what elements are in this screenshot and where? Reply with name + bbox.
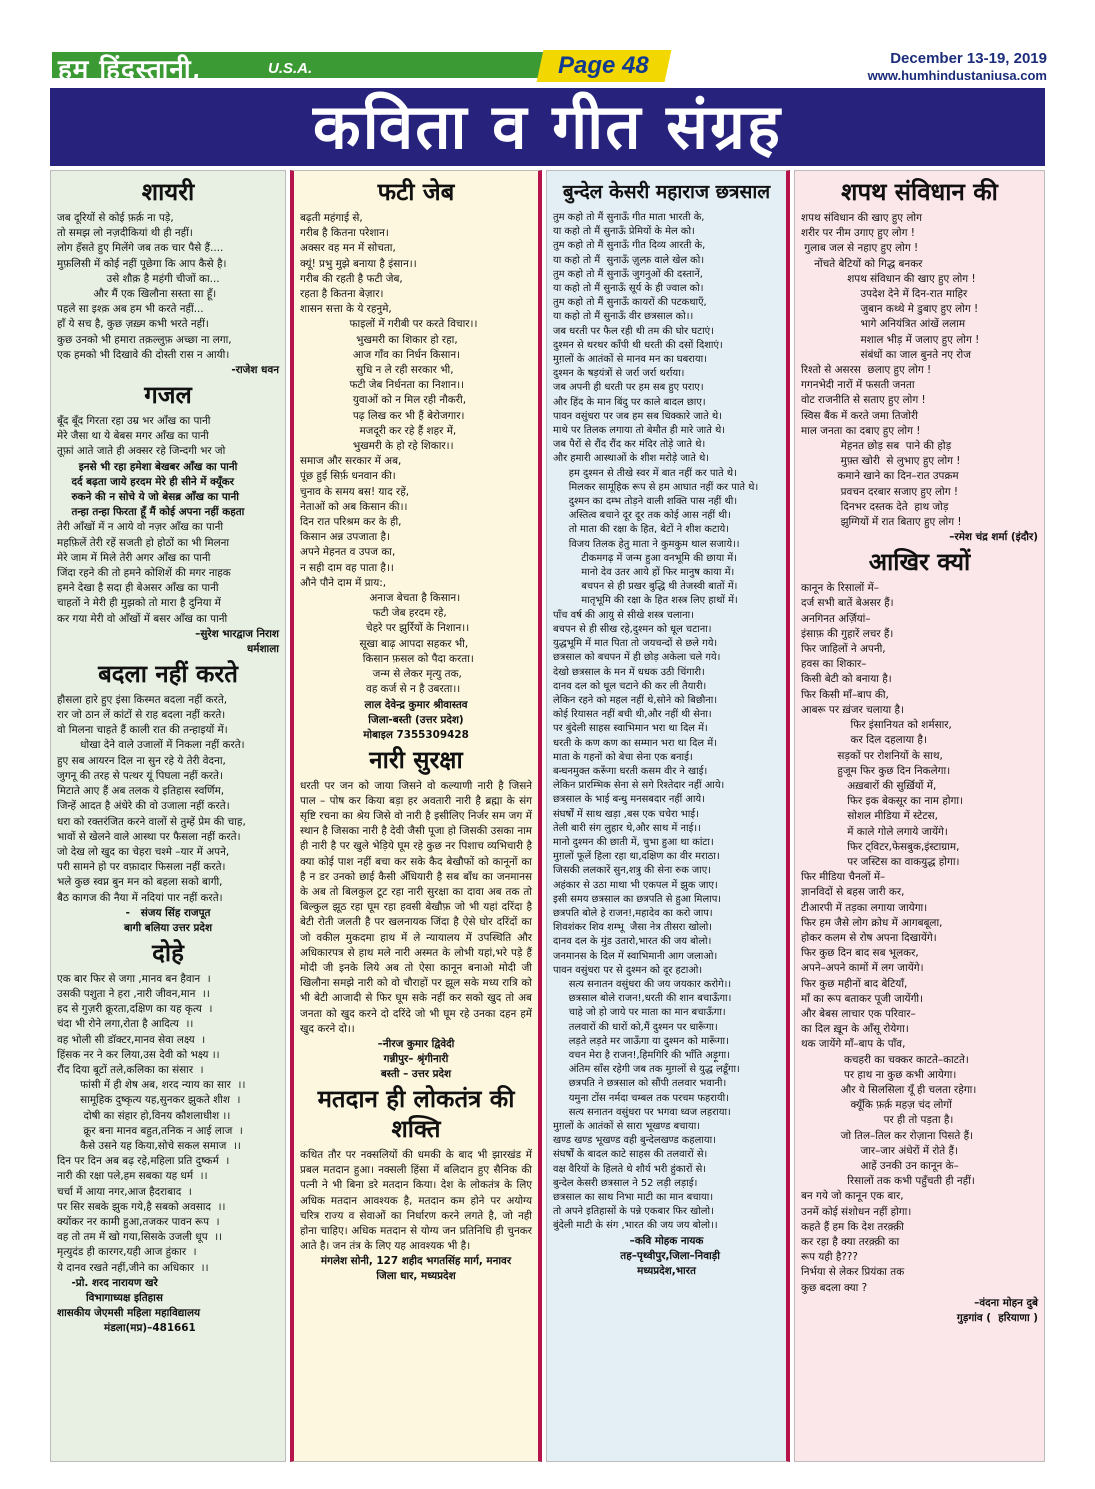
badla-text: हौसला हारे हुए इंसा किस्मत बदला नहीं करते, रार जो ठान लें कांटों से राह बदला नहीं करते। वो मिलना चाहते हैं काली रात की तन्हाइयों में। धोखा देने वाले उजालों में निकला नहीं करते। हुए सब आयरन दिल ना सुन रहे ये तेरी वेदना, जुगनू की तरह से पत्थर यूं पिघला नहीं करते। मिटाते आए हैं अब तलक ये इतिहास स्वर्णिम, जिन्हें आदत है अंधेरे की वो उजाला नहीं करते। धरा को रक्तरंजित करने वालों से तुम्हें प्रेम की चाह, भावों से खेलने वाले आस्था पर फैसला नहीं करते। जो देख लो खुद का चेहरा चश्मे –यार में अपने, परी सामने हो पर वफ़ादार फिसला नहीं करते। भले कुछ स्वप्न बुन मन को बहला सको बागी, बैठ कागज की नैया में नदियां पार नहीं करते। <box>57 693 246 904</box>
akhir-kyon-heading: आखिर क्यों <box>868 548 971 577</box>
column-3 <box>546 170 790 1462</box>
logo-suffix: U.S.A. <box>268 60 313 77</box>
nari-suraksha-text: धरती पर जन को जाया जिसने वो कल्याणी नारी है जिसने पाल – पोष कर किया बड़ा हर अवतारी नारी है ब्रह्मा के संग सृष्टि रचना का श्रेय जिसे वो नारी है इसीलिए निर्जर सम जग में स्थान है जिसका नारी है देवी जैसी पूजा हो जिसकी उसका नाम ही नारी है पर खुले भेड़िये घूम रहे कुछ नर पिशाच व्यभिचारी है क्या कोई पाश नहीं बचा कर सके कैद बेखौफों को कानूनों का है न डर उनको छाई कैसी अँधियारी है सब बाँध का जनमानस के अब तो बिलकुल टूट रहा नारी सुरक्षा का दावा अब तक तो बिल्कुल झूठ रहा घूम रहा हवसी बेखौफ़ जो भी यहां दरिंदा है बेटी रोती जलती है पर खलनायक जिंदा है ऐसे घोर दरिंदों का जो वकील मुकदमा हाथ में ले न्यायालय में उपस्थिति और अधिकारपत्र से हाथ मले नारी अस्मत के लोभी यहां,भरे पड़े हैं मोदी जी इनके लिये अब तो ऐसा कानून बनाओ मोदी जी खिलौना समझे नारी को वो चौराहों पर झूल सके मध्य रात्रि को भी बेटी आजादी से फिर घूम सके नहीं कर सको खुद तो अब जनता को खुद करने दो दरिंदे जो भी घूम रहे उनका दहन हमें खुद करने दो।। <box>300 779 532 1035</box>
chhatrasal-text: तुम कहो तो मैं सुनाऊँ गीत माता भारती के, या कहो तो मैं सुनाऊँ प्रेमियों के मेल को। तुम कहो तो मैं सुनाऊँ गीत दिव्य आरती के, या कहो तो मैं सुनाऊँ ज़ुल्फ़ वाले खेल को। तुम कहो तो मैं सुनाऊँ जुगनुओं की दस्तानें, या कहो तो मैं सुनाऊँ सूर्य के ही ज्वाल को। तुम कहो तो मैं सुनाऊँ कायरों की पटकथाएँ, या कहो तो मैं सुनाऊँ वीर छत्रसाल को।। जब धरती पर फैल रही थी तम की घोर घटाएं। दुश्मन से थरथर काँपी थी धरती की दसों दिशाएं। मुग़लों के आतंकों से मानव मन का घबराया। दुश्मन के षड़यंत्रों से जर्रा जर्रा थर्राया। जब अपनी ही धरती पर हम सब हुए पराए। और हिंद के मान बिंदु पर काले बादल छाए। पावन वसुंधरा पर जब हम सब धिक्कारे जाते थे। माथे पर तिलक लगाया तो बेमौत ही मारे जाते थे। जब पैरों से रौंद रौंद कर मंदिर तोड़े जाते थे। और हमारी आस्थाओं के शीश मरोड़े जाते थे। हम दुश्मन से तीखे स्वर में बात नहीं कर पाते थे। मिलकर सामूहिक रूप से हम आघात नहीं कर पाते थे। दुश्मन का दम्भ तोड़ने वाली शक्ति पास नहीं थी। अस्तित्व बचाने दूर दूर तक कोई आस नहीं थी। तो माता की रक्षा के हित, बेटों ने शीश कटाये। विजय तिलक हेतु माता ने कुमकुम थाल सजाये।। टीकमगढ़ में जन्म हुआ वनभूमि की छाया में। मानो देव उतर आये हों फिर मानुष काया में। बचपन से ही प्रखर बुद्धि थी तेजस्वी बातों में। मातृभूमि की रक्षा के हित शस्त्र लिए हाथों में। पाँच वर्ष की आयु से सीखे शस्त्र चलाना। बचपन से ही सीख रहे,दुश्मन को धूल चटाना। युद्धभूमि में मात पिता तो जयचन्दों से छले गये। छत्रसाल को बचपन में ही छोड़ अकेला चले गये। देखो छत्रसाल के मन में धधक उठी चिंगारी। दानव दल को धूल चटाने की कर ली तैयारी। लेकिन रहने को महल नहीं थे,सोने को बिछौना। कोई रियासत नहीं बची थी,और नहीं थी सेना। पर बुंदेली साहस स्वाभिमान भरा था दिल में। धरती के कण कण का सम्मान भरा था दिल में। माता के गहनों को बेचा सेना एक बनाई। बन्धनमुक्त करूँगा धरती कसम वीर ने खाई। लेकिन प्रारम्भिक सेना से सगे रिश्तेदार नहीं आये। छत्रसाल के भाई बन्धु मनसबदार नहीं आये। संघर्षों में साथ खड़ा ,बस एक चचेरा भाई। तेली बारी संग लुहार थे,और साथ में नाई।। मानो दुश्मन की छाती में, चुभा हुआ था कांटा। मुग़लों फूलें हिला रहा था,दक्षिण का वीर मराठा। जिसकी ललकारें सुन,शत्रु की सेना रुक जाए। अहंकार से उठा माथा भी एकपल में झुक जाए। इसी समय छत्रसाल का छत्रपति से हुआ मिलाप। छत्रपति बोले हे राजन!,महादेव का करो जाप। शिवशंकर शिव शम्भू जैसा नेत्र तीसरा खोलो। दानव दल के मुंड उतारो,भारत की जय बोलो। जनमानस के दिल में स्वाभिमानी आग जलाओ। पावन वसुंधरा पर से दुश्मन को दूर हटाओ। सत्य सनातन वसुंधरा की जय जयकार करोगे।। छत्रसाल बोले राजन!,धरती की शान बचाऊँगा। चाहे जो हो जाये पर माता का मान बचाऊँगा। तलवारों की धारों को,मैं दुश्मन पर धारूँगा। लड़ते लड़ते मर जाऊँगा या दुश्मन को मारूँगा। वचन मेरा है राजन!,हिमगिरि की भाँति अड़ूगा। अंतिम साँस रहेगी जब तक मुग़लों से युद्ध लडूँगा। छत्रपति ने छत्रसाल को सौंपी तलवार भवानी। यमुना टोंस नर्मदा चम्बल तक परचम फहरायी। सत्य सनातन वसुंधरा पर भगवा ध्वज लहराया। मुग़लों के आतंकों से सारा भूखण्ड बचाया। खण्ड खण्ड भूखण्ड वही बुन्देलखण्ड कहलाया। संघर्षों के बादल काटे साहस की तलवारों से। वक्ष वैरियों के हिलते थे शौर्य भरी हुंकारों से। बुन्देल केसरी छत्रसाल ने 52 लड़ी लड़ाई। छत्रसाल का साथ निभा माटी का मान बचाया। तो अपने इतिहासों के पन्ने एकबार फिर खोलो। बुंदेली माटी के संग ,भारत की जय जय बोलो।। <box>553 212 759 1232</box>
shapath-heading: शपथ संविधान की <box>841 178 998 206</box>
gazal-text-3: तेरी आँखों में न आये वो नज़र आँख का पानी महफ़िलें तेरी रहें सजती हो होठों का भी मिलना मेरे जाम में मिले तेरी अगर आँख का पानी जिंदा रहने की तो हमने कोशिशें की मगर नाहक हमने देखा है सदा ही बेअसर आँख का पानी चाहतों ने मेरी ही मुझको तो मारा है दुनिया में कर गया मेरी वो आँखों में बसर आँख का पानी <box>57 521 231 625</box>
dohe-text: एक बार फिर से जगा ,मानव बन हैवान । उसकी पशुता ने हरा ,नारी जीवन,मान ।। हद से गुज़री क्रूरता,दक्षिण का यह कृत्य । चंदा भी रोने लगा,रोता है आदित्य ।। वह भोली सी डॉक्टर,मानव सेवा लक्ष्य । हिंसक नर ने कर लिया,उस देवी को भक्ष्य ।। रौंद दिया बूटों तले,कलिका का संसार । फांसी में ही शेष अब, शरद न्याय का सार ।। सामूहिक दुष्कृत्य यह,सुनकर झुकते शीश । दोषी का संहार हो,विनय कौशलाधीश ।। क्रूर बना मानव बहुत,तनिक न आई लाज । कैसे उसने यह किया,सोचे सकल समाज ।। दिन पर दिन अब बढ़ रहे,महिला प्रति दुष्कर्म । नारी की रक्षा पले,हम सबका यह धर्म ।। चर्चा में आया नगर,आज हैदराबाद । पर सिर सबके झुक गये,है सबको अवसाद ।। क्योंकर नर कामी हुआ,तजकर पावन रूप । वह तो तम में खो गया,सिसके उजली धूप ।। मृत्युदंड ही कारगर,यही आज हुंकार । ये दानव रखते नहीं,जीने का अधिकार ।। <box>57 972 246 1274</box>
page-number: Page 48 <box>558 52 649 79</box>
chhatrasal-author: –कवि मोहक नायक तह–पृथ्वीपुर,जिला–निवाड़ी मध्यप्रदेश,भारत <box>620 1234 720 1277</box>
shapath-text: शपथ संविधान की खाए हुए लोग शरीर पर नीम उगाए हुए लोग ! गुलाब जल से नहाए हुए लोग ! नोंचते बेटियों को गिद्ध बनकर शपथ संविधान की खाए हुए लोग ! उपदेश देने में दिन-रात माहिर जुबान कथ्थे मे डुबाए हुए लोग ! भागे अनियंत्रित आंखें ललाम मशाल भीड़ में जलाए हुए लोग ! संबंधों का जाल बुनते नए रोज रिश्तो से असरस छलाए हुए लोग ! गगनभेदी नारों में फसती जनता वोट राजनीति से सताए हुए लोग ! स्विस बैंक में करते जमा तिजोरी माल जनता का दबाए हुए लोग ! मेहनत छोड़ सब पाने की होड़ मुफ़्त खोरी से लुभाए हुए लोग ! कमाने खाने का दिन–रात उपक्रम प्रवचन दरबार सजाए हुए लोग ! दिनभर दस्तक देते हाथ जोड़ झुग्गियों में रात बिताए हुए लोग ! <box>801 212 980 529</box>
column-4 <box>794 170 1045 1462</box>
nari-suraksha-author: –नीरज कुमार द्विवेदी गन्नीपुर– श्रृंगीनारी बस्ती – उत्तर प्रदेश <box>377 1037 455 1080</box>
gazal-text-1: बूँद बूँद गिरता रहा उम्र भर आँख का पानी मेरे जैसा था ये बेबस मगर आँख का पानी तूफ़ां आते जाते ही अक्सर रहे जिन्दगी भर जो <box>57 415 226 458</box>
fati-jeb-text: बढ़ती महंगाई से, गरीब है कितना परेशान। अक्सर वह मन में सोचता, क्यूं! प्रभु मुझे बनाया है इंसान।। गरीब की रहती है फटी जेब, रहता है कितना बेज़ार। शासन सत्ता के ये रहनुमे, फाइलों में गरीबी पर करते विचार।। भुखमरी का शिकार हो रहा, आज गाँव का निर्धन किसान। सुधि न ले रही सरकार भी, फटी जेब निर्धनता का निशान।। युवाओं को न मिल रही नौकरी, पढ़ लिख कर भी हैं बेरोजगार। मजदूरी कर रहे हैं शहर में, भुखमरी के हो रहे शिकार।। समाज और सरकार में अब, पूंछ हुई सिर्फ़ धनवान की। चुनाव के समय बस! याद रहें, नेताओं को अब किसान की।। दिन रात परिश्रम कर के ही, किसान अन्न उपजाता है। अपने मेहनत व उपज का, न सही दाम वह पाता है।। औने पौने दाम में प्राय:, अनाज बेचता है किसान। फटी जेब हरदम रहे, चेहरे पर झुर्रियों के निशान।। सूखा बाढ़ आपदा सहकर भी, किसान फ़सल को पैदा करता। जन्म से लेकर मृत्यु तक, वह कर्ज से न है उबरता।। <box>300 212 478 696</box>
badla-author: - संजय सिंह राजपूत बागी बलिया उत्तर प्रदेश <box>123 906 213 934</box>
dohe-author: -प्रो. शरद नारायण खरे विभागाध्यक्ष इतिहास शासकीय जेएमसी महिला महाविद्यालय मंडला(मप्र)–481661 <box>57 1276 201 1334</box>
column-2 <box>290 170 542 1462</box>
akhir-kyon-text: कानून के रिसालों में– दर्ज सभी बातें बेअसर हैं। अनगिनत अर्ज़ियां– इंसाफ़ की गुहारें लचर हैं। फिर जाहिलों ने अपनी, हवस का शिकार– किसी बेटी को बनाया है। फिर किसी माँ–बाप की, आबरू पर ख़ंजर चलाया है। फिर इंसानियत को शर्मसार, कर दिल दहलाया है। सड़कों पर रोशनियों के साथ, हुजूम फिर कुछ दिन निकलेगा। अख़बारों की सुर्ख़ियों में, फिर इक बेकसूर का नाम होगा। सोशल मीडिया में स्टेटस, में काले गोले लगाये जायेंगे। फिर ट्विटर,फेसबुक,इंस्टाग्राम, पर जस्टिस का वाकयुद्ध होगा। फिर मीडिया चैनलों में– ज्ञानविदों से बहस जारी कर, टीआरपी में तड़का लगाया जायेगा। फिर हम जैसे लोग क्रोध में आगबबूला, होकर कलम से रोष अपना दिखायेंगे। फिर कुछ दिन बाद सब भूलकर, अपने–अपने कामों में लग जायेंगे। फिर कुछ महीनों बाद बेटियाँ, माँ का रूप बताकर पूजी जायेंगी। और बेबस लाचार एक परिवार– का दिल ख़ून के आँसू रोयेगा। थक जायेंगे माँ–बाप के पाँव, कचहरी का चक्कर काटते–काटते। पर हाथ ना कुछ कभी आयेगा। और ये सिलसिला यूँ ही चलता रहेगा। क्यूँकि फ़र्क़ महज़ चंद लोगों पर ही तो पड़ता है। जो तिल–तिल कर रोज़ाना पिसते हैं। जार–जार अंधेरों में रोते हैं। आहें उनकी उन कानून के– रिसालों तक कभी पहुँचती ही नहीं। बन गये जो कानून एक बार, उनमें कोई संशोधन नहीं होगा। कहते हैं हम कि देश तरक़्क़ी कर रहा है क्या तरक़्क़ी का रूप यही है??? निर्भया से लेकर प्रियंका तक कुछ बदला क्या ? <box>801 582 977 1294</box>
shapath-author: –रमेश चंद्र शर्मा (इंदौर) <box>949 531 1038 544</box>
website-link[interactable]: www.humhindustaniusa.com <box>867 68 1047 83</box>
badla-heading: बदला नहीं करते <box>98 659 238 688</box>
page-header <box>0 0 1095 84</box>
shayari-heading: शायरी <box>141 178 195 206</box>
shayari-text: जब दूरियों से कोई फ़र्क़ ना पड़े, तो समझ लो नज़दीकियां थी ही नहीं। लोग हँसते हुए मिलेंगे जब तक चार पैसे हैं.... मुफ़लिसी में कोई नहीं पूछेगा कि आप कैसे है। उसे शौक़ है महंगी चीजों का... और मैं एक खिलौना सस्ता सा हूँ। पहले सा इश्क़ अब हम भी करते नहीं... हाँ ये सच है, कुछ ज़ख़्म कभी भरते नहीं। कुछ उनको भी हमारा तक़ल्लुफ़ अच्छा ना लगा, एक हमको भी दिखावे की दोस्ती रास न आयी। <box>57 212 232 361</box>
issue-date: December 13-19, 2019 <box>890 50 1047 67</box>
shayari-author: -राजेश धवन <box>231 364 279 377</box>
matdan-author: मंगलेश सोनी, 127 शहीद भगतसिंह मार्ग, मनावर जिला धार, मध्यप्रदेश <box>320 1255 512 1283</box>
matdan-heading: मतदान ही लोकतंत्र की शक्ति <box>317 1084 515 1143</box>
gazal-heading: गजल <box>144 381 192 410</box>
gazal-text-2: इनसे भी रहा हमेशा बेखबर आँख का पानी दर्द बढ़ता जाये हरदम मेरे ही सीने में क्यूँकर रुकने की न सोचे ये जो बेसब्र आँख का पानी तन्हा तन्हा फिरता हूँ मैं कोई अपना नहीं कहता <box>71 460 245 519</box>
nari-suraksha-heading: नारी सुरक्षा <box>369 745 463 774</box>
chhatrasal-heading: बुन्देल केसरी महाराज छत्रसाल <box>562 181 771 203</box>
matdan-text: कथित तौर पर नक्सलियों की धमकी के बाद भी झारखंड में प्रबल मतदान हुआ। नक्सली हिंसा में बलिदान हुए सैनिक की पत्नी ने भी बिना डरे मतदान किया। देश के लोकतंत्र के लिए अधिक मतदान आवश्यक है, मतदान कम होने पर अयोग्य चरित्र राज्य व सेवाओं का निर्धारण करने लगते है, जो नही होना चाहिए। अधिक मतदान से योग्य जन प्रतिनिधि ही चुनकर आते है। जन तंत्र के लिए यह आवश्यक भी है। <box>300 1148 532 1253</box>
newspaper-logo: हम हिंदुस्तानी, <box>58 55 202 85</box>
page-number-badge <box>537 50 672 82</box>
column-1 <box>50 170 286 1462</box>
dohe-heading: दोहे <box>152 938 184 967</box>
section-title: कविता व गीत संग्रह <box>313 90 782 163</box>
gazal-author: –सुरेश भारद्वाज निराश धर्मशाला <box>195 627 279 655</box>
akhir-kyon-author: –वंदना मोहन दुबे गुड़गांव ( हरियाणा ) <box>956 1296 1038 1324</box>
fati-jeb-author: लाल देवेन्द्र कुमार श्रीवास्तव जिला-बस्ती (उत्तर प्रदेश) मोबाइल 7355309428 <box>363 698 469 741</box>
fati-jeb-heading: फटी जेब <box>377 178 455 206</box>
